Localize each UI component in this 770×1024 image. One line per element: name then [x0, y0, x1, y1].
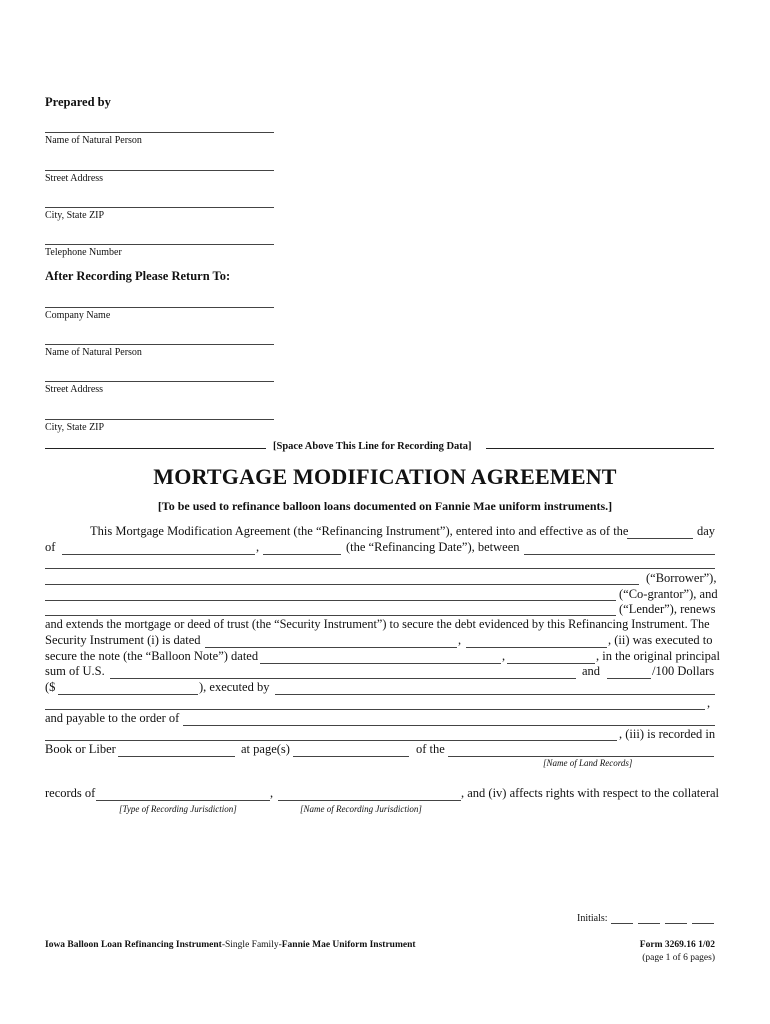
day-label: day [697, 524, 716, 538]
comma: , [256, 540, 260, 554]
jurisdiction-name-caption: [Name of Recording Jurisdiction] [300, 804, 422, 814]
records-of-label: records of [45, 786, 96, 800]
dollars-label: /100 Dollars [652, 664, 715, 678]
cograntor-label: (“Co-grantor”), and [619, 587, 718, 601]
return-company-line[interactable] [45, 307, 274, 308]
page-label: at page(s) [241, 742, 290, 756]
balloon-note-label: secure the note (the “Balloon Note”) dated [45, 649, 259, 663]
collateral-label: , and (iv) affects rights with respect to the collateral [461, 786, 720, 800]
jurisdiction-type-blank[interactable] [96, 800, 270, 801]
borrower-label: (“Borrower”), [646, 571, 717, 585]
and-label: and [582, 664, 601, 678]
refinancing-date-label: (the “Refinancing Date”), between [346, 540, 520, 554]
security-date-blank[interactable] [205, 647, 457, 648]
security-year-blank[interactable] [466, 647, 607, 648]
footer-instrument [45, 940, 416, 950]
party-blank-2[interactable] [45, 568, 715, 569]
lender-label: (“Lender”), renews [619, 602, 716, 616]
footer-instrument-name: Iowa Balloon Loan Refinancing Instrument [45, 940, 222, 950]
prepared-city-line[interactable] [45, 207, 274, 208]
original-principal-label: , in the original principal [596, 649, 720, 663]
of-label: of [45, 540, 56, 554]
borrower-blank[interactable] [45, 584, 639, 585]
prepared-street-line[interactable] [45, 170, 274, 171]
jurisdiction-name-blank[interactable] [278, 800, 461, 801]
amount-number-blank[interactable] [58, 694, 198, 695]
prepared-name-label: Name of Natural Person [45, 135, 142, 146]
document-subtitle: [To be used to refinance balloon loans documented on Fannie Mae uniform instruments.] [157, 499, 613, 513]
land-records-caption: [Name of Land Records] [543, 758, 633, 768]
footer-family: -Single Family- [221, 940, 282, 950]
party-blank-1[interactable] [524, 554, 715, 555]
cents-blank[interactable] [607, 678, 651, 679]
prepared-phone-line[interactable] [45, 244, 274, 245]
dollar-open: ($ [45, 680, 56, 694]
month-blank[interactable] [62, 554, 255, 555]
recorded-in-label: , (iii) is recorded in [619, 727, 716, 741]
payee-blank-2[interactable] [45, 740, 617, 741]
initials-label: Initials: [577, 913, 608, 924]
return-city-label: City, State ZIP [45, 422, 105, 433]
year-blank[interactable] [263, 554, 341, 555]
executed-by-blank-2[interactable] [45, 709, 705, 710]
initials-blank-3[interactable] [665, 923, 687, 924]
return-to-heading: After Recording Please Return To: [45, 269, 231, 283]
comma: , [502, 649, 506, 663]
security-dated-label: Security Instrument (i) is dated [45, 633, 201, 647]
initials-blank-1[interactable] [611, 923, 633, 924]
recording-notice: [Space Above This Line for Recording Data] [273, 441, 472, 452]
return-city-line[interactable] [45, 419, 274, 420]
sum-label: sum of U.S. [45, 664, 105, 678]
extends-clause: and extends the mortgage or deed of trust (the “Security Instrument”) to secure the debt evidenced by this Refinancing Instrument. The [45, 617, 710, 631]
agreement-intro: This Mortgage Modification Agreement (the “Refinancing Instrument”), entered into and effective as of the [90, 524, 629, 538]
of-the-label: of the [416, 742, 445, 756]
return-name-label: Name of Natural Person [45, 347, 142, 358]
comma: , [707, 696, 711, 710]
recording-rule-right [486, 448, 714, 449]
amount-words-blank[interactable] [110, 678, 576, 679]
prepared-city-label: City, State ZIP [45, 210, 105, 221]
payee-blank[interactable] [183, 725, 715, 726]
prepared-phone-label: Telephone Number [45, 247, 122, 258]
page-indicator: (page 1 of 6 pages) [642, 953, 715, 963]
prepared-street-label: Street Address [45, 173, 104, 184]
book-blank[interactable] [118, 756, 235, 757]
return-company-label: Company Name [45, 310, 111, 321]
executed-to-label: , (ii) was executed to [608, 633, 713, 647]
prepared-by-heading: Prepared by [45, 95, 111, 109]
footer-uniform: Fannie Mae Uniform Instrument [281, 940, 416, 950]
recording-rule-left [45, 448, 266, 449]
payable-to-label: and payable to the order of [45, 711, 180, 725]
form-number: Form 3269.16 1/02 [639, 940, 715, 950]
return-name-line[interactable] [45, 344, 274, 345]
pages-blank[interactable] [293, 756, 409, 757]
comma: , [270, 786, 274, 800]
lender-blank[interactable] [45, 615, 616, 616]
initials-blank-2[interactable] [638, 923, 660, 924]
book-label: Book or Liber [45, 742, 116, 756]
executed-by-blank[interactable] [275, 694, 715, 695]
jurisdiction-type-caption: [Type of Recording Jurisdiction] [119, 804, 237, 814]
return-street-line[interactable] [45, 381, 274, 382]
return-street-label: Street Address [45, 384, 104, 395]
executed-by-label: ), executed by [199, 680, 270, 694]
cograntor-blank[interactable] [45, 600, 616, 601]
prepared-name-line[interactable] [45, 132, 274, 133]
day-blank[interactable] [627, 538, 693, 539]
comma: , [458, 633, 462, 647]
document-title: MORTGAGE MODIFICATION AGREEMENT [153, 464, 617, 489]
note-date-blank[interactable] [260, 663, 501, 664]
land-records-blank[interactable] [448, 756, 714, 757]
initials-blank-4[interactable] [692, 923, 714, 924]
